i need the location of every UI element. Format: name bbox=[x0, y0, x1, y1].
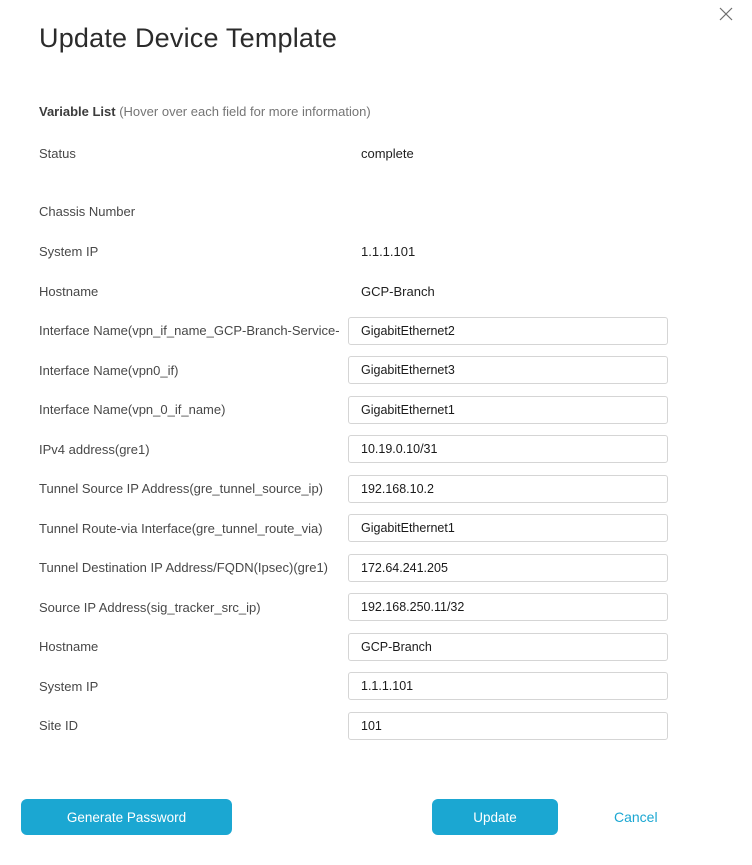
field-input[interactable] bbox=[348, 475, 668, 503]
close-button[interactable] bbox=[718, 6, 734, 22]
field-label: Interface Name(vpn_if_name_GCP-Branch-Service- bbox=[39, 323, 340, 339]
field-label: Tunnel Source IP Address(gre_tunnel_source_ip) bbox=[39, 481, 324, 497]
update-button[interactable]: Update bbox=[432, 799, 558, 835]
variable-list-label: Variable List bbox=[39, 104, 116, 119]
field-input[interactable] bbox=[348, 554, 668, 582]
variable-row bbox=[39, 627, 668, 667]
field-input[interactable] bbox=[348, 672, 668, 700]
field-value: 1.1.1.101 bbox=[361, 243, 416, 259]
close-icon bbox=[719, 7, 733, 21]
cancel-link[interactable]: Cancel bbox=[614, 809, 658, 825]
variable-row bbox=[39, 706, 668, 746]
field-input[interactable] bbox=[348, 514, 668, 542]
variable-row bbox=[39, 351, 668, 391]
variable-row bbox=[39, 133, 668, 173]
field-label: Tunnel Destination IP Address/FQDN(Ipsec)(gre1) bbox=[39, 560, 329, 576]
field-label: Chassis Number bbox=[39, 203, 136, 219]
dialog-title: Update Device Template bbox=[39, 23, 338, 53]
field-input[interactable] bbox=[348, 396, 668, 424]
field-input[interactable] bbox=[348, 593, 668, 621]
field-input[interactable] bbox=[348, 712, 668, 740]
variable-row bbox=[39, 588, 668, 628]
generate-password-button[interactable]: Generate Password bbox=[21, 799, 232, 835]
field-input[interactable] bbox=[348, 633, 668, 661]
field-label: Hostname bbox=[39, 639, 99, 655]
field-label: Source IP Address(sig_tracker_src_ip) bbox=[39, 599, 261, 615]
dialog-footer bbox=[0, 799, 752, 835]
field-label: Site ID bbox=[39, 718, 79, 734]
field-label: Hostname bbox=[39, 283, 99, 299]
field-label: Status bbox=[39, 145, 76, 161]
field-input[interactable] bbox=[348, 435, 668, 463]
variable-row bbox=[39, 311, 668, 351]
field-label: IPv4 address(gre1) bbox=[39, 441, 150, 457]
field-label: System IP bbox=[39, 243, 99, 259]
field-label: Interface Name(vpn0_if) bbox=[39, 362, 179, 378]
field-label: Tunnel Route-via Interface(gre_tunnel_route_via) bbox=[39, 520, 323, 536]
variable-row bbox=[39, 430, 668, 470]
field-input[interactable] bbox=[348, 356, 668, 384]
variable-row bbox=[39, 548, 668, 588]
variable-rows bbox=[0, 133, 752, 746]
variable-row bbox=[39, 509, 668, 549]
variable-row bbox=[39, 271, 668, 311]
variable-row bbox=[39, 667, 668, 707]
field-value: complete bbox=[361, 145, 414, 161]
variable-row bbox=[39, 469, 668, 509]
field-label: System IP bbox=[39, 678, 99, 694]
variable-row bbox=[39, 390, 668, 430]
variable-list-hint: (Hover over each field for more information) bbox=[119, 104, 371, 119]
variable-row bbox=[39, 191, 668, 231]
field-value: GCP-Branch bbox=[361, 283, 435, 299]
variable-list-heading bbox=[39, 103, 752, 121]
field-input[interactable] bbox=[348, 317, 668, 345]
field-label: Interface Name(vpn_0_if_name) bbox=[39, 402, 226, 418]
variable-row bbox=[39, 231, 668, 271]
